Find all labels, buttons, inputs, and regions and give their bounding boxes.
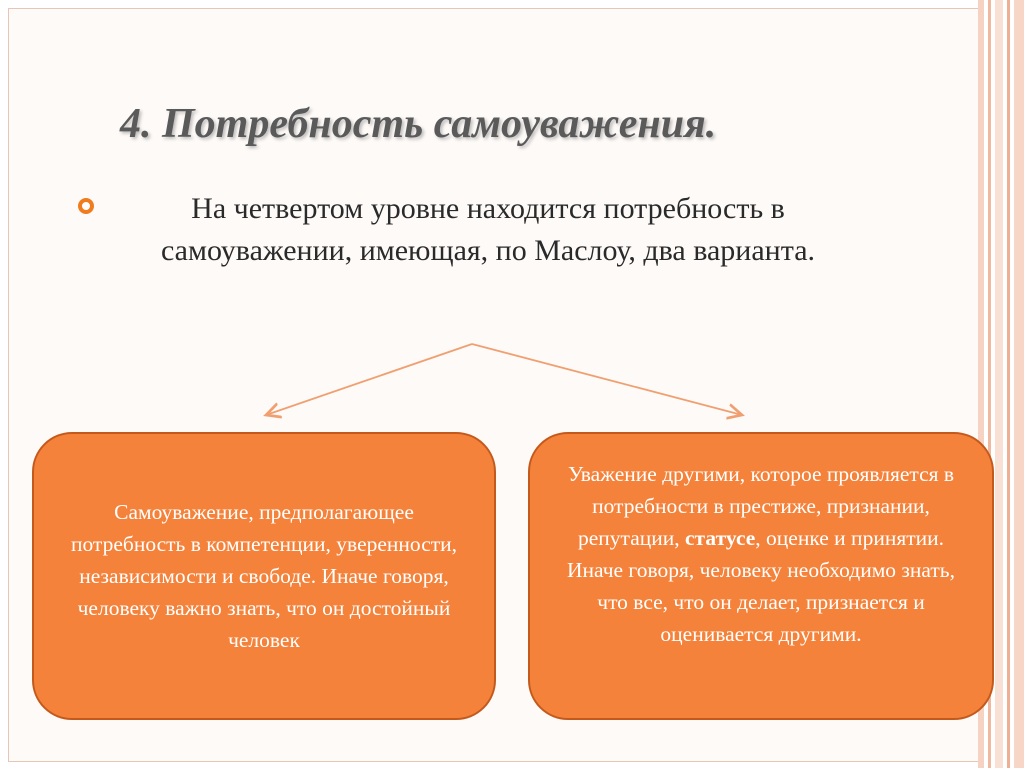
respect-by-others-text [556,458,966,650]
intro-text: На четвертом уровне находится потребность в самоуважении, имеющая, по Маслоу, два варианта. [160,192,816,267]
self-esteem-text: Самоуважение, предполагающее потребность в компетенции, уверенности, независимости и свободе. Иначе говоря, человеку важно знать, что он достойный человек [70,500,458,652]
respect-text-bold: статусе [685,526,756,550]
respect-text-part2: , оценке и принятии. Иначе говоря, человеку необходимо знать, что все, что он делает, признается и оценивается другими. [566,526,955,646]
bullet-icon [78,198,94,214]
slide-title: 4. Потребность самоуважения. [120,101,717,147]
respect-by-others-box [528,432,994,720]
respect-text-part1: Уважение другими, которое проявляется в потребности в престиже, признании, репутации, [567,462,955,550]
self-esteem-box [32,432,496,720]
